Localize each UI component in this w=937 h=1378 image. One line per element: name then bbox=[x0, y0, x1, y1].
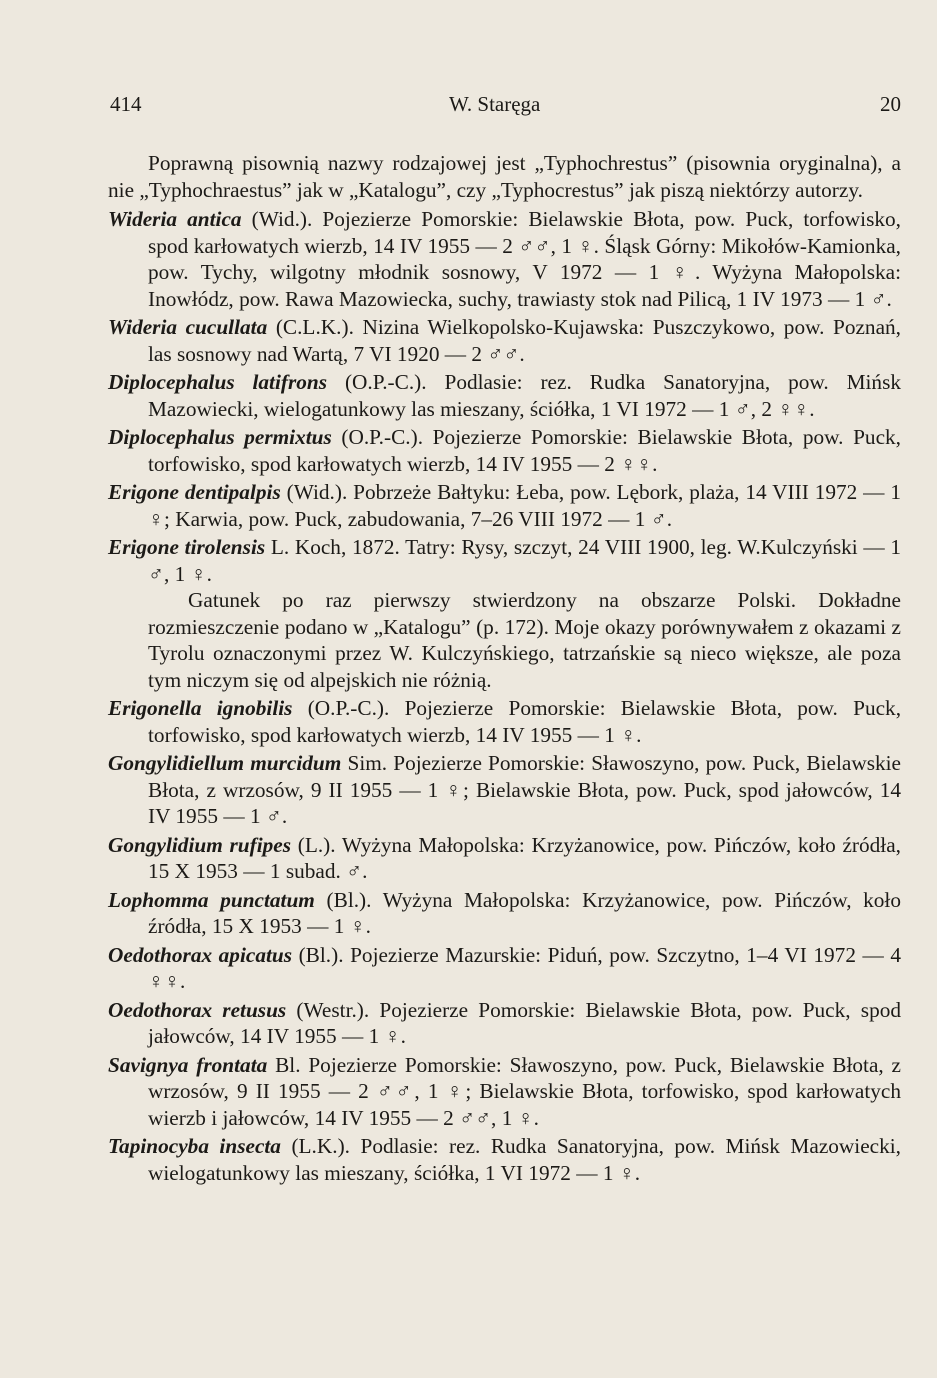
entry-text: (O.P.-C.). Podlasie: rez. Rudka Sanatoryjna, pow. Mińsk Mazowiecki, wielogatunkowy las mieszany, ściółka, 1 VI 1972 — 1 ♂, 2 ♀♀. bbox=[148, 370, 902, 421]
species-entry bbox=[108, 695, 901, 748]
entry-text: (L.K.). Podlasie: rez. Rudka Sanatoryjna, pow. Mińsk Mazowiecki, wielogatunkowy las mieszany, ściółka, 1 VI 1972 — 1 ♀. bbox=[148, 1134, 902, 1185]
species-entry bbox=[108, 832, 901, 885]
species-entry bbox=[108, 369, 901, 422]
species-entry bbox=[108, 750, 901, 830]
entry-text: (C.L.K.). Nizina Wielkopolsko-Kujawska: Puszczykowo, pow. Poznań, las sosnowy nad Wartą, 7 VI 1920 — 2 ♂♂. bbox=[148, 315, 901, 366]
page-number: 414 bbox=[110, 92, 142, 116]
species-name: Erigonella ignobilis bbox=[108, 696, 293, 720]
entry-text: (Bl.). Pojezierze Mazurskie: Piduń, pow. Szczytno, 1–4 VI 1972 — 4 ♀♀. bbox=[148, 942, 902, 993]
species-entry bbox=[108, 997, 901, 1050]
entry-text: (O.P.-C.). Pojezierze Pomorskie: Bielawskie Błota, pow. Puck, torfowisko, spod karłowatych wierzb, 14 IV 1955 — 2 ♀♀. bbox=[148, 425, 901, 476]
entry-text: (Westr.). Pojezierze Pomorskie: Bielawskie Błota, pow. Puck, spod jałowców, 14 IV 1955 — 1 ♀. bbox=[148, 997, 902, 1048]
volume-number: 20 bbox=[880, 92, 901, 116]
species-name: Diplocephalus latifrons bbox=[108, 370, 328, 394]
species-name: Erigone tirolensis bbox=[108, 535, 266, 559]
article-body bbox=[108, 150, 901, 1188]
entry-text: L. Koch, 1872. Tatry: Rysy, szczyt, 24 VIII 1900, leg. W.Kulczyński — 1 ♂, 1 ♀. bbox=[148, 535, 901, 586]
intro-paragraph: Poprawną pisownią nazwy rodzajowej jest „Typhochrestus” (pisownia oryginalna), a nie „Typhochraestus” jak w „Katalogu”, czy „Typhocrestus” jak piszą niektórzy autorzy. bbox=[108, 151, 901, 202]
species-name: Gongylidiellum murcidum bbox=[108, 751, 342, 775]
species-name: Gongylidium rufipes bbox=[108, 832, 292, 857]
entry-text: (Bl.). Wyżyna Małopolska: Krzyżanowice, pow. Pińczów, koło źródła, 15 X 1953 — 1 ♀. bbox=[148, 887, 901, 938]
species-entry bbox=[108, 942, 901, 995]
species-entry bbox=[108, 1133, 901, 1186]
entry-note: Gatunek po raz pierwszy stwierdzony na obszarze Polski. Dokładne rozmieszczenie podano w „Katalogu” (p. 172). Moje okazy porównywałem z okazami z Tyrolu oznaczonymi przez W. Kulczyńskiego, tatrzańskie są nieco większe, ale poza tym niczym się od alpejskich nie różnią. bbox=[148, 588, 901, 692]
running-head-author: W. Staręga bbox=[449, 92, 541, 116]
species-name: Oedothorax retusus bbox=[108, 997, 287, 1022]
species-entry bbox=[108, 887, 901, 940]
entry-text: Sim. Pojezierze Pomorskie: Sławoszyno, pow. Puck, Bielawskie Błota, z wrzosów, 9 II 1955 — 1 ♀; Bielawskie Błota, pow. Puck, spod jałowców, 14 IV 1955 — 1 ♂. bbox=[148, 751, 902, 828]
species-name: Wideria cucullata bbox=[108, 315, 268, 339]
species-entry bbox=[108, 206, 901, 312]
species-entry bbox=[108, 1052, 901, 1132]
entry-text: Bl. Pojezierze Pomorskie: Sławoszyno, pow. Puck, Bielawskie Błota, z wrzosów, 9 II 1955 — 2 ♂♂, 1 ♀; Bielawskie Błota, torfowisko, spod karłowatych wierzb i jałowców, 14 IV 1955 — 2 ♂♂, 1 ♀. bbox=[148, 1052, 901, 1130]
species-name: Tapinocyba insecta bbox=[108, 1134, 281, 1158]
entry-text: (O.P.-C.). Pojezierze Pomorskie: Bielawskie Błota, pow. Puck, torfowisko, spod karłowatych wierzb, 14 IV 1955 — 1 ♀. bbox=[148, 696, 902, 747]
page-header bbox=[110, 92, 901, 120]
species-name: Lophomma punctatum bbox=[108, 887, 315, 912]
species-name: Diplocephalus permixtus bbox=[108, 425, 332, 449]
entry-text: (L.). Wyżyna Małopolska: Krzyżanowice, pow. Pińczów, koło źródła, 15 X 1953 — 1 subad. ♂. bbox=[148, 832, 901, 883]
entry-text: (Wid.). Pobrzeże Bałtyku: Łeba, pow. Lębork, plaża, 14 VIII 1972 — 1 ♀; Karwia, pow. Puck, zabudowania, 7–26 VIII 1972 — 1 ♂. bbox=[148, 480, 901, 531]
species-entry bbox=[108, 479, 901, 532]
species-name: Erigone dentipalpis bbox=[108, 480, 281, 504]
species-name: Oedothorax apicatus bbox=[108, 942, 293, 967]
species-entry bbox=[108, 424, 901, 477]
entry-text: (Wid.). Pojezierze Pomorskie: Bielawskie Błota, pow. Puck, torfowisko, spod karłowatych wierzb, 14 IV 1955 — 2 ♂♂, 1 ♀. Śląsk Górny: Mikołów-Kamionka, pow. Tychy, wilgotny młodnik sosnowy, V 1972 — 1 ♀. Wyżyna Małopolska: Inowłódz, pow. Rawa Mazowiecka, suchy, trawiasty stok nad Pilicą, 1 IV 1973 — 1 ♂. bbox=[148, 207, 901, 311]
species-entry bbox=[108, 534, 901, 693]
species-name: Wideria antica bbox=[108, 207, 242, 231]
species-name: Savignya frontata bbox=[108, 1052, 268, 1077]
species-entry bbox=[108, 314, 901, 367]
